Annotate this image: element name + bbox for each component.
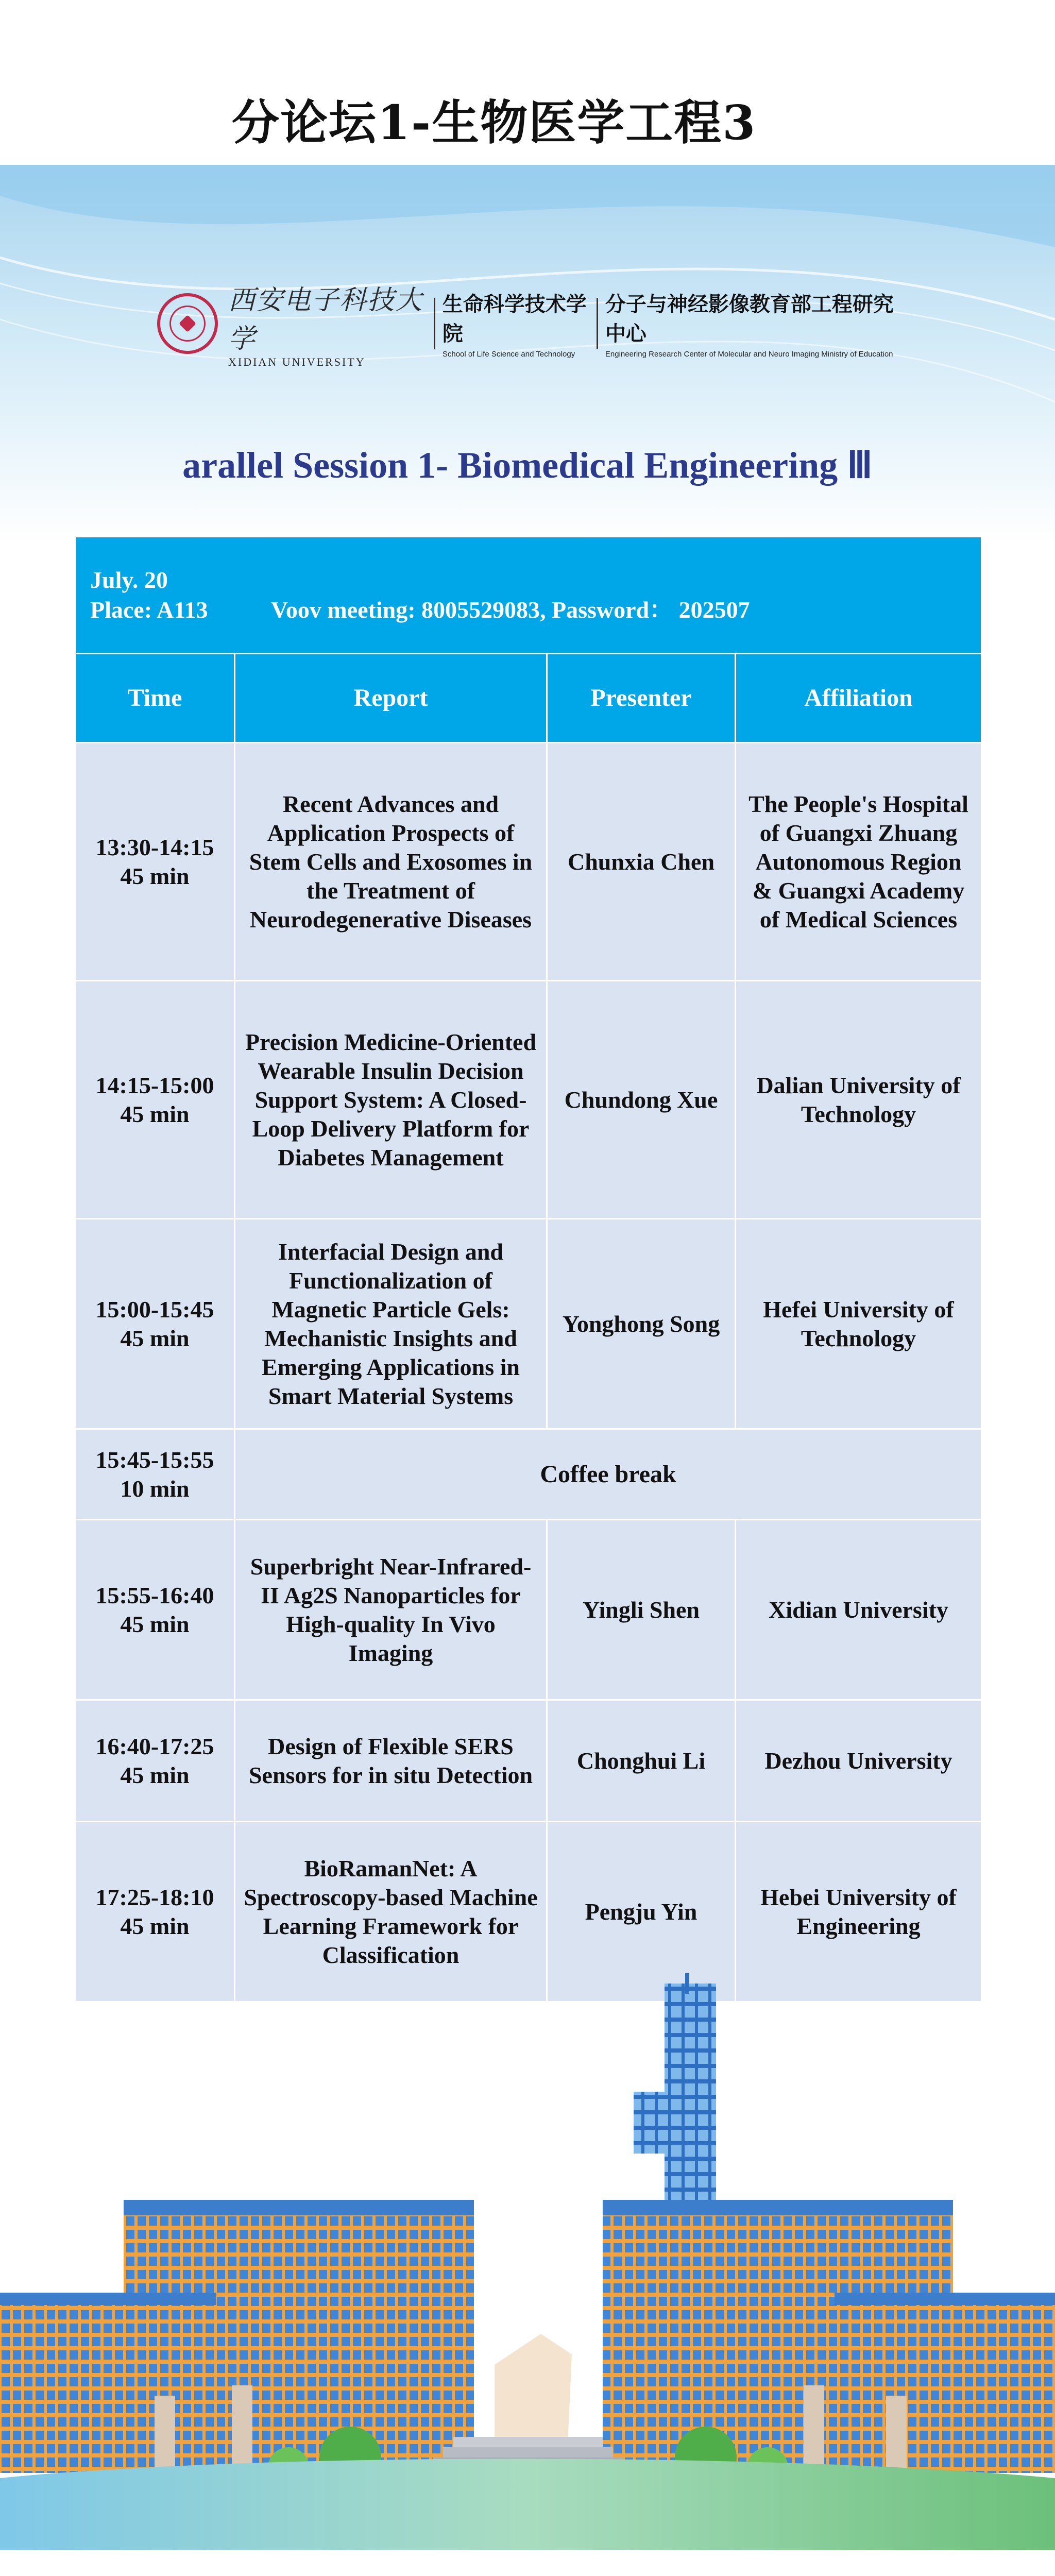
time-cell	[75, 1429, 235, 1520]
report-cell: Interfacial Design and Functionalization of Magnetic Particle Gels: Mechanistic Insights and Emerging Applications in Smart Material Systems	[235, 1219, 547, 1429]
page-title: 分论坛1-生物医学工程3	[232, 95, 757, 150]
campus-illustration	[0, 1973, 1055, 2550]
time-range: 13:30-14:15	[95, 834, 214, 860]
session-date: July. 20	[90, 567, 168, 593]
school-name-cn: 生命科学技术学院	[442, 293, 587, 346]
time-range: 14:15-15:00	[95, 1072, 214, 1098]
report-cell: Recent Advances and Application Prospects of Stem Cells and Exosomes in the Treatment of Neurodegenerative Diseases	[235, 743, 547, 981]
time-cell	[75, 743, 235, 981]
time-range: 17:25-18:10	[95, 1884, 214, 1910]
affiliation-cell: Hefei University of Technology	[736, 1219, 982, 1429]
info-row	[75, 537, 982, 654]
presenter-cell: Chunxia Chen	[547, 743, 736, 981]
university-name-en: XIDIAN UNIVERSITY	[228, 355, 366, 368]
time-range: 15:00-15:45	[95, 1296, 214, 1323]
affiliation-cell: Dalian University of Technology	[736, 981, 982, 1219]
university-seal-icon	[157, 293, 218, 354]
table-row	[75, 981, 982, 1219]
time-cell	[75, 1520, 235, 1700]
presenter-cell: Yingli Shen	[547, 1520, 736, 1700]
presenter-cell: Chundong Xue	[547, 981, 736, 1219]
session-location	[90, 595, 966, 625]
session-title: arallel Session 1- Biomedical Engineering Ⅲ	[182, 445, 873, 486]
coffee-break-label: Coffee break	[235, 1429, 982, 1520]
logo-divider	[434, 298, 435, 349]
duration: 45 min	[120, 1100, 190, 1127]
table-row	[75, 743, 982, 981]
table-row	[75, 1700, 982, 1822]
logo-bar	[157, 284, 899, 368]
university-logo	[228, 278, 427, 369]
center-name-en: Engineering Research Center of Molecular and Neuro Imaging Ministry of Education	[605, 350, 893, 359]
report-cell: Precision Medicine-Oriented Wearable Insulin Decision Support System: A Closed-Loop Delivery Platform for Diabetes Management	[235, 981, 547, 1219]
time-header: Time	[75, 654, 235, 743]
affiliation-cell: Hebei University of Engineering	[736, 1822, 982, 2002]
report-cell: Superbright Near-Infrared-II Ag2S Nanoparticles for High-quality In Vivo Imaging	[235, 1520, 547, 1700]
time-range: 15:45-15:55	[95, 1446, 214, 1473]
presenter-cell: Pengju Yin	[547, 1822, 736, 2002]
affiliation-cell: The People's Hospital of Guangxi Zhuang Autonomous Region & Guangxi Academy of Medical Sciences	[736, 743, 982, 981]
schedule-table	[74, 536, 982, 2003]
header-row	[75, 654, 982, 743]
report-cell: BioRamanNet: A Spectroscopy-based Machine Learning Framework for Classification	[235, 1822, 547, 2002]
time-cell	[75, 1219, 235, 1429]
university-name-cn: 西安电子科技大学	[228, 284, 423, 354]
table-row	[75, 1520, 982, 1700]
session-info	[75, 537, 982, 654]
duration: 45 min	[120, 1761, 190, 1788]
report-header: Report	[235, 654, 547, 743]
center-logo	[605, 288, 899, 359]
session-place: Place: A113	[90, 597, 208, 623]
time-range: 15:55-16:40	[95, 1582, 214, 1608]
meeting-info: Voov meeting: 8005529083, Password： 202507	[270, 597, 750, 623]
break-row	[75, 1429, 982, 1520]
report-cell: Design of Flexible SERS Sensors for in situ Detection	[235, 1700, 547, 1822]
duration: 45 min	[120, 1611, 190, 1637]
affiliation-cell: Xidian University	[736, 1520, 982, 1700]
presenter-cell: Yonghong Song	[547, 1219, 736, 1429]
affiliation-header: Affiliation	[736, 654, 982, 743]
table-row	[75, 1219, 982, 1429]
center-name-cn: 分子与神经影像教育部工程研究中心	[605, 293, 894, 346]
school-logo	[443, 288, 589, 359]
duration: 45 min	[120, 862, 190, 889]
affiliation-cell: Dezhou University	[736, 1700, 982, 1822]
presenter-cell: Chonghui Li	[547, 1700, 736, 1822]
presenter-header: Presenter	[547, 654, 736, 743]
duration: 10 min	[120, 1475, 190, 1502]
duration: 45 min	[120, 1912, 190, 1939]
school-name-en: School of Life Science and Technology	[442, 350, 575, 359]
duration: 45 min	[120, 1325, 190, 1351]
logo-divider	[597, 298, 598, 349]
time-cell	[75, 981, 235, 1219]
time-range: 16:40-17:25	[95, 1733, 214, 1759]
time-cell	[75, 1700, 235, 1822]
